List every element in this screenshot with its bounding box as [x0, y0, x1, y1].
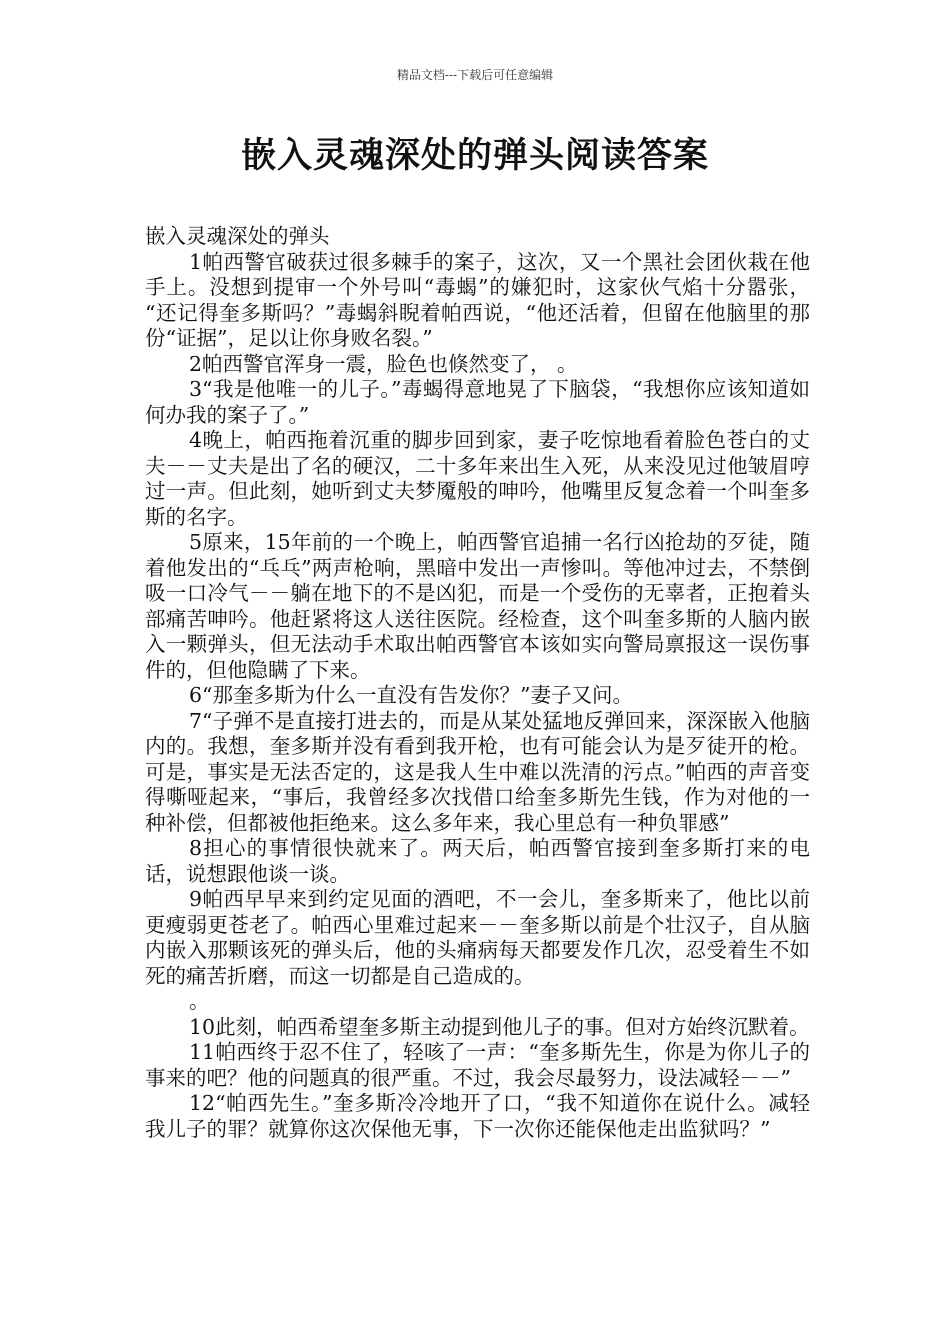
article-subtitle: 嵌入灵魂深处的弹头 — [145, 224, 330, 248]
paragraph-12: 12“帕西先生。”奎多斯冷冷地开了口，“我不知道你在说什么。减轻我儿子的罪？就算你这次保他无事，下一次你还能保他走出监狱吗？” — [145, 1091, 810, 1141]
document-title: 嵌入灵魂深处的弹头阅读答案 — [240, 136, 709, 176]
paragraph-4: 4晚上，帕西拖着沉重的脚步回到家，妻子吃惊地看着脸色苍白的丈夫－－丈夫是出了名的硬汉，二十多年来出生入死，从来没见过他皱眉哼过一声。但此刻，她听到丈夫梦魇般的呻吟，他嘴里反复念着一个叫奎多斯的名字。 — [145, 428, 810, 529]
page-header: 精品文档---下载后可任意编辑 — [396, 68, 554, 82]
document-body — [145, 224, 810, 1142]
paragraph-2: 2帕西警官浑身一震，脸色也倏然变了， 。 — [189, 351, 578, 376]
paragraph-9: 9帕西早早来到约定见面的酒吧，不一会儿，奎多斯来了，他比以前更瘦弱更苍老了。帕西心里难过起来－－奎多斯以前是个壮汉子，自从脑内嵌入那颗该死的弹头后，他的头痛病每天都要发作几次，忍受着生不如死的痛苦折磨，而这一切都是自己造成的。 — [145, 887, 810, 988]
paragraph-10: 10此刻，帕西希望奎多斯主动提到他儿子的事。但对方始终沉默着。 — [189, 1014, 810, 1039]
paragraph-11: 11帕西终于忍不住了，轻咳了一声：“奎多斯先生，你是为你儿子的事来的吧？他的问题真的很严重。不过，我会尽最努力，设法减轻－－” — [145, 1040, 810, 1090]
paragraph-9-tail: 。 — [189, 989, 210, 1013]
paragraph-5: 5原来，15年前的一个晚上，帕西警官追捕一名行凶抢劫的歹徒，随着他发出的“乓乓”两声枪响，黑暗中发出一声惨叫。等他冲过去，不禁倒吸一口冷气－－躺在地下的不是凶犯，而是一个受伤的无辜者，正抱着头部痛苦呻吟。他赶紧将这人送往医院。经检查，这个叫奎多斯的人脑内嵌入一颗弹头，但无法动手术取出帕西警官本该如实向警局禀报这一误伤事件的，但他隐瞒了下来。 — [145, 530, 810, 682]
paragraph-8: 8担心的事情很快就来了。两天后，帕西警官接到奎多斯打来的电话，说想跟他谈一谈。 — [145, 836, 810, 886]
paragraph-7: 7“子弹不是直接打进去的，而是从某处猛地反弹回来，深深嵌入他脑内的。我想，奎多斯并没有看到我开枪，也有可能会认为是歹徒开的枪。可是，事实是无法否定的，这是我人生中难以洗清的污点。”帕西的声音变得嘶哑起来，“事后，我曾经多次找借口给奎多斯先生钱，作为对他的一种补偿，但都被他拒绝来。这么多年来，我心里总有一种负罪感” — [145, 708, 810, 835]
paragraph-3: 3“我是他唯一的儿子。”毒蝎得意地晃了下脑袋，“我想你应该知道如何办我的案子了。” — [145, 377, 810, 427]
paragraph-6: 6“那奎多斯为什么一直没有告发你？”妻子又问。 — [189, 683, 634, 707]
paragraph-1: 1帕西警官破获过很多棘手的案子，这次，又一个黑社会团伙栽在他手上。没想到提审一个外号叫“毒蝎”的嫌犯时，这家伙气焰十分嚣张， “还记得奎多斯吗？”毒蝎斜睨着帕西说，“他还活着，但留在他脑里的那份“证据”，足以让你身败名裂。” — [145, 249, 810, 350]
